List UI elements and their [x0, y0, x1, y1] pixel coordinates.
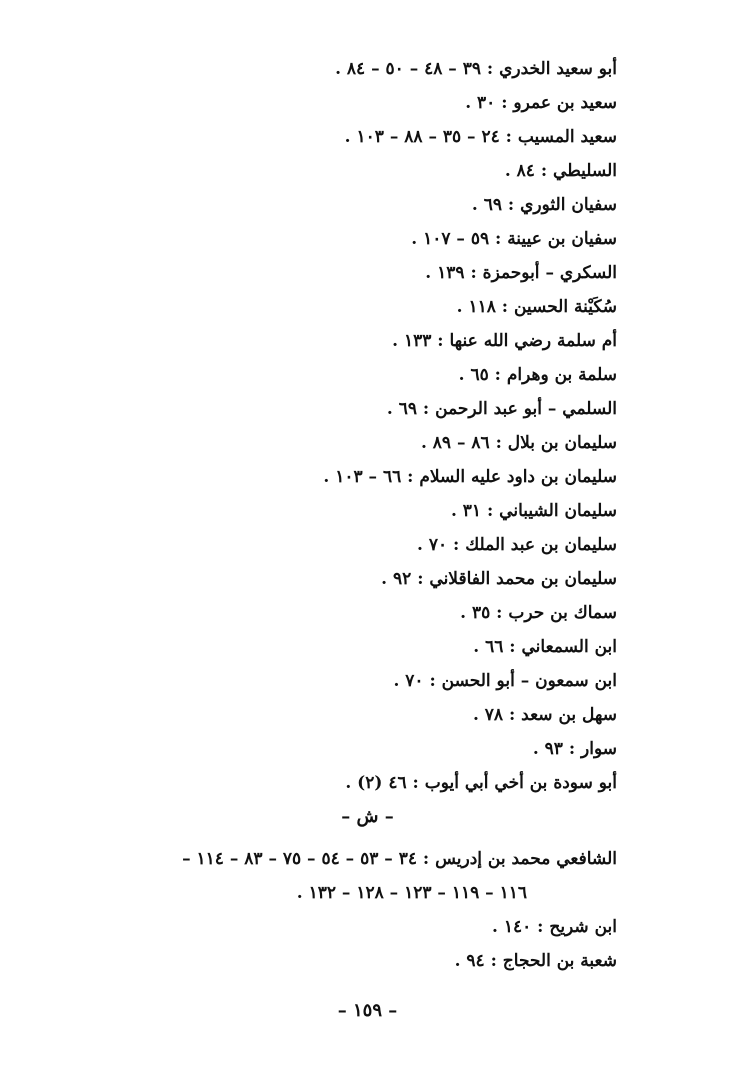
index-entry: ابن شريح : ١٤٠ . [491, 917, 617, 937]
index-entry: سليمان بن بلال : ٨٦ – ٨٩ . [420, 433, 617, 453]
index-entry: سليمان بن داود عليه السلام : ٦٦ – ١٠٣ . [323, 467, 617, 487]
index-entry: ابن السمعاني : ٦٦ . [473, 637, 617, 657]
index-entry: أبو سودة بن أخي أبي أيوب : ٤٦ (٢) . [345, 773, 617, 793]
section-header-sheen: – ش – [341, 806, 394, 827]
index-entry: سلمة بن وهرام : ٦٥ . [458, 365, 617, 385]
index-entry: سعيد بن عمرو : ٣٠ . [465, 93, 617, 113]
index-entry: سفيان بن عيينة : ٥٩ – ١٠٧ . [411, 229, 617, 249]
index-entry: السكري – أبوحمزة : ١٣٩ . [425, 263, 617, 283]
index-entry: سليمان بن عبد الملك : ٧٠ . [416, 535, 617, 555]
page-number: – ١٥٩ – [337, 1000, 398, 1021]
index-entry: سعيد المسيب : ٢٤ – ٣٥ – ٨٨ – ١٠٣ . [344, 127, 617, 147]
index-entry: سوار : ٩٣ . [532, 739, 617, 759]
index-entry-shafii-line1: الشافعي محمد بن إدريس : ٣٤ – ٥٣ – ٥٤ – ٧٥ – ٨٣ – ١١٤ – [182, 849, 617, 869]
index-entry: سفيان الثوري : ٦٩ . [471, 195, 617, 215]
index-entry: أبو سعيد الخدري : ٣٩ – ٤٨ – ٥٠ – ٨٤ . [335, 59, 617, 79]
index-entry: أم سلمة رضي الله عنها : ١٣٣ . [392, 331, 617, 351]
index-entries-sheen [17, 842, 617, 978]
index-entry: السلمي – أبو عبد الرحمن : ٦٩ . [386, 399, 617, 419]
index-entry: شعبة بن الحجاج : ٩٤ . [454, 951, 617, 971]
index-entry-shafii-line2: ١١٦ – ١١٩ – ١٢٣ – ١٢٨ – ١٣٢ . [296, 883, 527, 903]
index-entries-seen [57, 52, 617, 800]
index-entry: السليطي : ٨٤ . [504, 161, 617, 181]
index-entry: سهل بن سعد : ٧٨ . [472, 705, 617, 725]
index-entry: سليمان بن محمد الفاقلاني : ٩٢ . [381, 569, 617, 589]
index-entry: سماك بن حرب : ٣٥ . [460, 603, 617, 623]
index-entry: سُكَيْنة الحسين : ١١٨ . [456, 297, 617, 317]
index-entry: سليمان الشيباني : ٣١ . [450, 501, 617, 521]
index-entry: ابن سمعون – أبو الحسن : ٧٠ . [393, 671, 617, 691]
